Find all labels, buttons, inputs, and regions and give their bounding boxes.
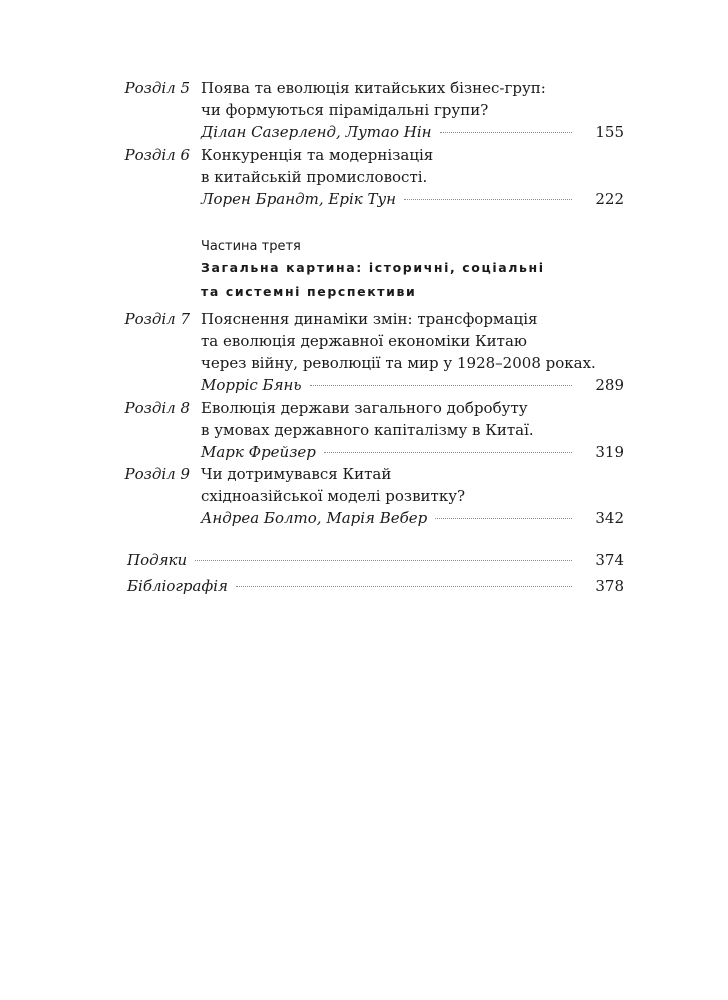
dot-leader [404,199,572,200]
chapter-title-line: Чи дотримувався Китай [201,465,392,483]
chapter-authors: Лорен Брандт, Ерік Тун [201,190,397,208]
chapter-author-line [201,374,572,396]
chapter-title-line: в умовах державного капіталізму в Китаї. [201,421,534,439]
back-matter-label: Подяки [127,551,188,569]
chapter-authors: Марк Фрейзер [201,443,316,461]
chapter-author-line [201,188,572,210]
chapter-title-line: Конкуренція та модернізація [201,146,434,164]
chapter-label: Розділ 5 [124,79,190,97]
dot-leader [236,586,572,587]
chapter-authors: Морріс Бянь [201,376,302,394]
chapter-title-line: та еволюція державної економіки Китаю [201,332,527,350]
back-matter-label: Бібліографія [127,577,228,595]
chapter-author-line [201,441,572,463]
chapter-title-line: через війну, революції та мир у 1928–2008 роках. [201,354,596,372]
chapter-author-line [201,121,572,143]
chapter-title-line: Пояснення динаміки змін: трансформація [201,310,538,328]
chapter-title-line: Еволюція держави загального добробуту [201,399,528,417]
chapter-title-line: в китайській промисловості. [201,168,428,186]
page-number: 319 [595,443,624,461]
part-title-line: Загальна картина: історичні, соціальні [201,260,545,275]
chapter-title-line: Поява та еволюція китайських бізнес-груп: [201,79,546,97]
chapter-label: Розділ 7 [124,310,190,328]
part-label: Частина третя [201,239,301,254]
chapter-author-line [201,507,572,529]
back-matter-line [127,575,572,597]
back-matter-line [127,549,572,571]
dot-leader [324,452,572,453]
chapter-label: Розділ 6 [124,146,190,164]
dot-leader [435,518,572,519]
chapter-authors: Андреа Болто, Марія Вебер [201,509,428,527]
dot-leader [440,132,572,133]
chapter-title-line: чи формуються пірамідальні групи? [201,101,489,119]
dot-leader [195,560,572,561]
dot-leader [310,385,572,386]
page-number: 342 [595,509,624,527]
part-title-line: та системні перспективи [201,284,417,299]
page-number: 378 [595,577,624,595]
chapter-label: Розділ 8 [124,399,190,417]
page-number: 289 [595,376,624,394]
page-number: 222 [595,190,624,208]
page-number: 374 [595,551,624,569]
page-number: 155 [595,123,624,141]
chapter-title-line: східноазійської моделі розвитку? [201,487,466,505]
chapter-authors: Ділан Сазерленд, Лутао Нін [201,123,432,141]
chapter-label: Розділ 9 [124,465,190,483]
